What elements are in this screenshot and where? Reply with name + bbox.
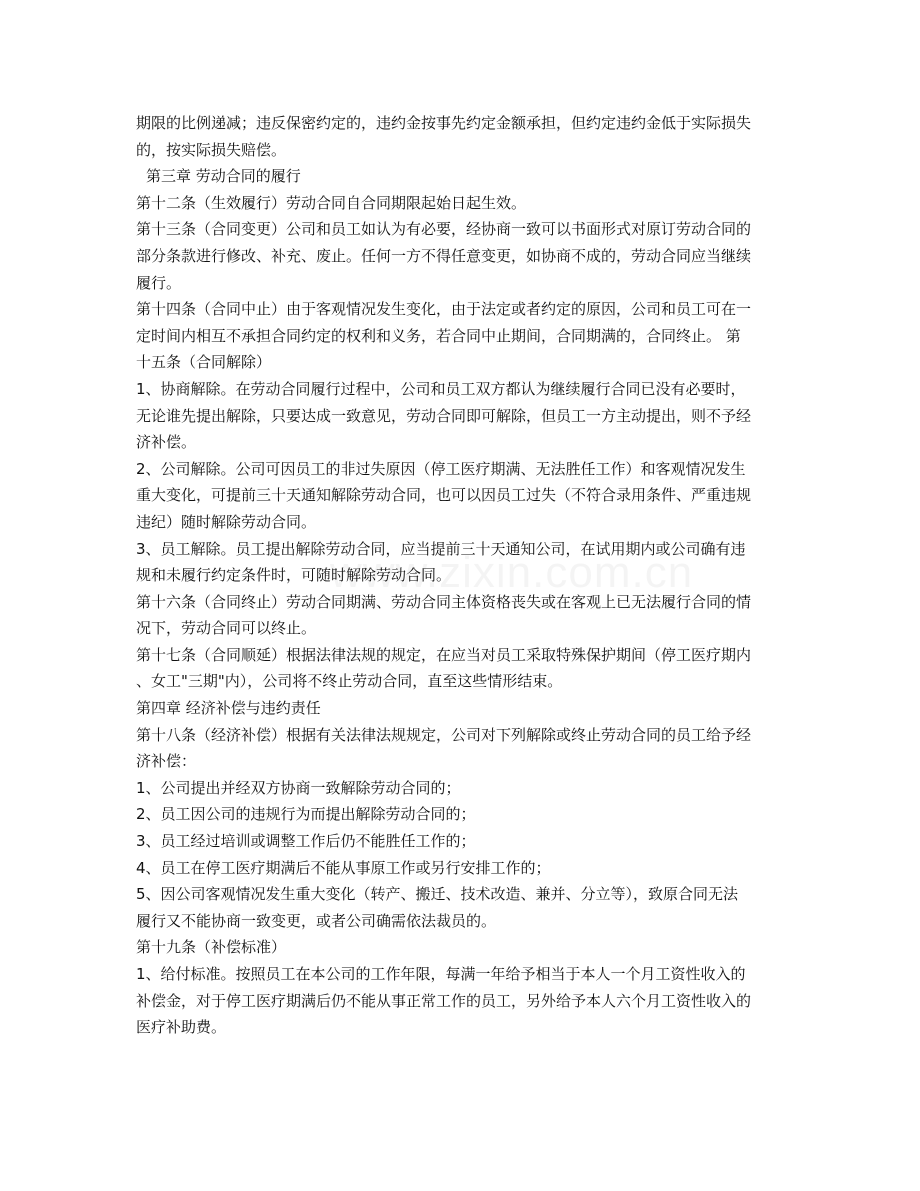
text-line: 济补偿： (136, 752, 197, 771)
text-line: 1、给付标准。按照员工在本公司的工作年限，每满一年给予相当于本人一个月工资性收入的 (136, 965, 746, 983)
text-line: 医疗补助费。 (136, 1018, 227, 1037)
text-line: 2、公司解除。公司可因员工的非过失原因（停工医疗期满、无法胜任工作）和客观情况发生 (136, 459, 746, 478)
text-line: 3、员工解除。员工提出解除劳动合同，应当提前三十天通知公司，在试用期内或公司确有违 (136, 539, 746, 558)
text-line: 1、公司提出并经双方协商一致解除劳动合同的； (136, 778, 461, 797)
text-line: 第十九条（补偿标准） (136, 938, 287, 957)
chapter-heading: 第四章 经济补偿与违约责任 (136, 699, 321, 718)
text-line: 履行又不能协商一致变更，或者公司确需依法裁员的。 (136, 911, 497, 930)
text-line: 第十四条（合同中止）由于客观情况发生变化，由于法定或者约定的原因，公司和员工可在一 (136, 300, 752, 319)
text-line: 第十七条（合同顺延）根据法律法规的规定，在应当对员工采取特殊保护期间（停工医疗期内 (136, 645, 752, 664)
text-line: 5、因公司客观情况发生重大变化（转产、搬迁、技术改造、兼并、分立等），致原合同无法 (136, 885, 739, 904)
text-line: 3、员工经过培训或调整工作后仍不能胜任工作的； (136, 832, 476, 851)
text-line: 第十六条（合同终止）劳动合同期满、劳动合同主体资格丧失或在客观上已无法履行合同的情 (136, 592, 752, 611)
text-line: 的，按实际损失赔偿。 (136, 140, 287, 159)
text-line: 1、协商解除。在劳动合同履行过程中，公司和员工双方都认为继续履行合同已没有必要时， (136, 379, 746, 398)
text-line: 规和未履行约定条件时，可随时解除劳动合同。 (136, 566, 452, 585)
text-line: 第十二条（生效履行）劳动合同自合同期限起始日起生效。 (136, 193, 527, 212)
text-line: 济补偿。 (136, 433, 197, 452)
text-line: 、女工"三期"内），公司将不终止劳动合同，直至这些情形结束。 (136, 672, 563, 691)
document-body (136, 110, 786, 1041)
text-line: 2、员工因公司的违规行为而提出解除劳动合同的； (136, 805, 476, 824)
text-line: 部分条款进行修改、补充、废止。任何一方不得任意变更，如协商不成的，劳动合同应当继续 (136, 246, 752, 265)
text-line: 重大变化，可提前三十天通知解除劳动合同，也可以因员工过失（不符合录用条件、严重违规 (136, 486, 752, 505)
text-line: 补偿金，对于停工医疗期满后仍不能从事正常工作的员工，另外给予本人六个月工资性收入的 (136, 991, 752, 1010)
text-line: 履行。 (136, 273, 182, 292)
text-line: 定时间内相互不承担合同约定的权利和义务，若合同中止期间，合同期满的，合同终止。 第 (136, 326, 741, 345)
text-line: 期限的比例递减；违反保密约定的，违约金按事先约定金额承担，但约定违约金低于实际损失 (136, 114, 752, 132)
text-line: 第十八条（经济补偿）根据有关法律法规规定，公司对下列解除或终止劳动合同的员工给予经 (136, 725, 752, 744)
text-line: 违纪）随时解除劳动合同。 (136, 512, 317, 531)
text-line: 十五条（合同解除） (136, 353, 272, 372)
text-line: 4、员工在停工医疗期满后不能从事原工作或另行安排工作的； (136, 858, 551, 877)
chapter-heading: 第三章 劳动合同的履行 (146, 167, 301, 186)
text-line: 无论谁先提出解除，只要达成一致意见，劳动合同即可解除，但员工一方主动提出，则不予经 (136, 406, 752, 425)
text-line: 况下，劳动合同可以终止。 (136, 619, 317, 638)
text-line: 第十三条（合同变更）公司和员工如认为有必要，经协商一致可以书面形式对原订劳动合同的 (136, 220, 752, 239)
